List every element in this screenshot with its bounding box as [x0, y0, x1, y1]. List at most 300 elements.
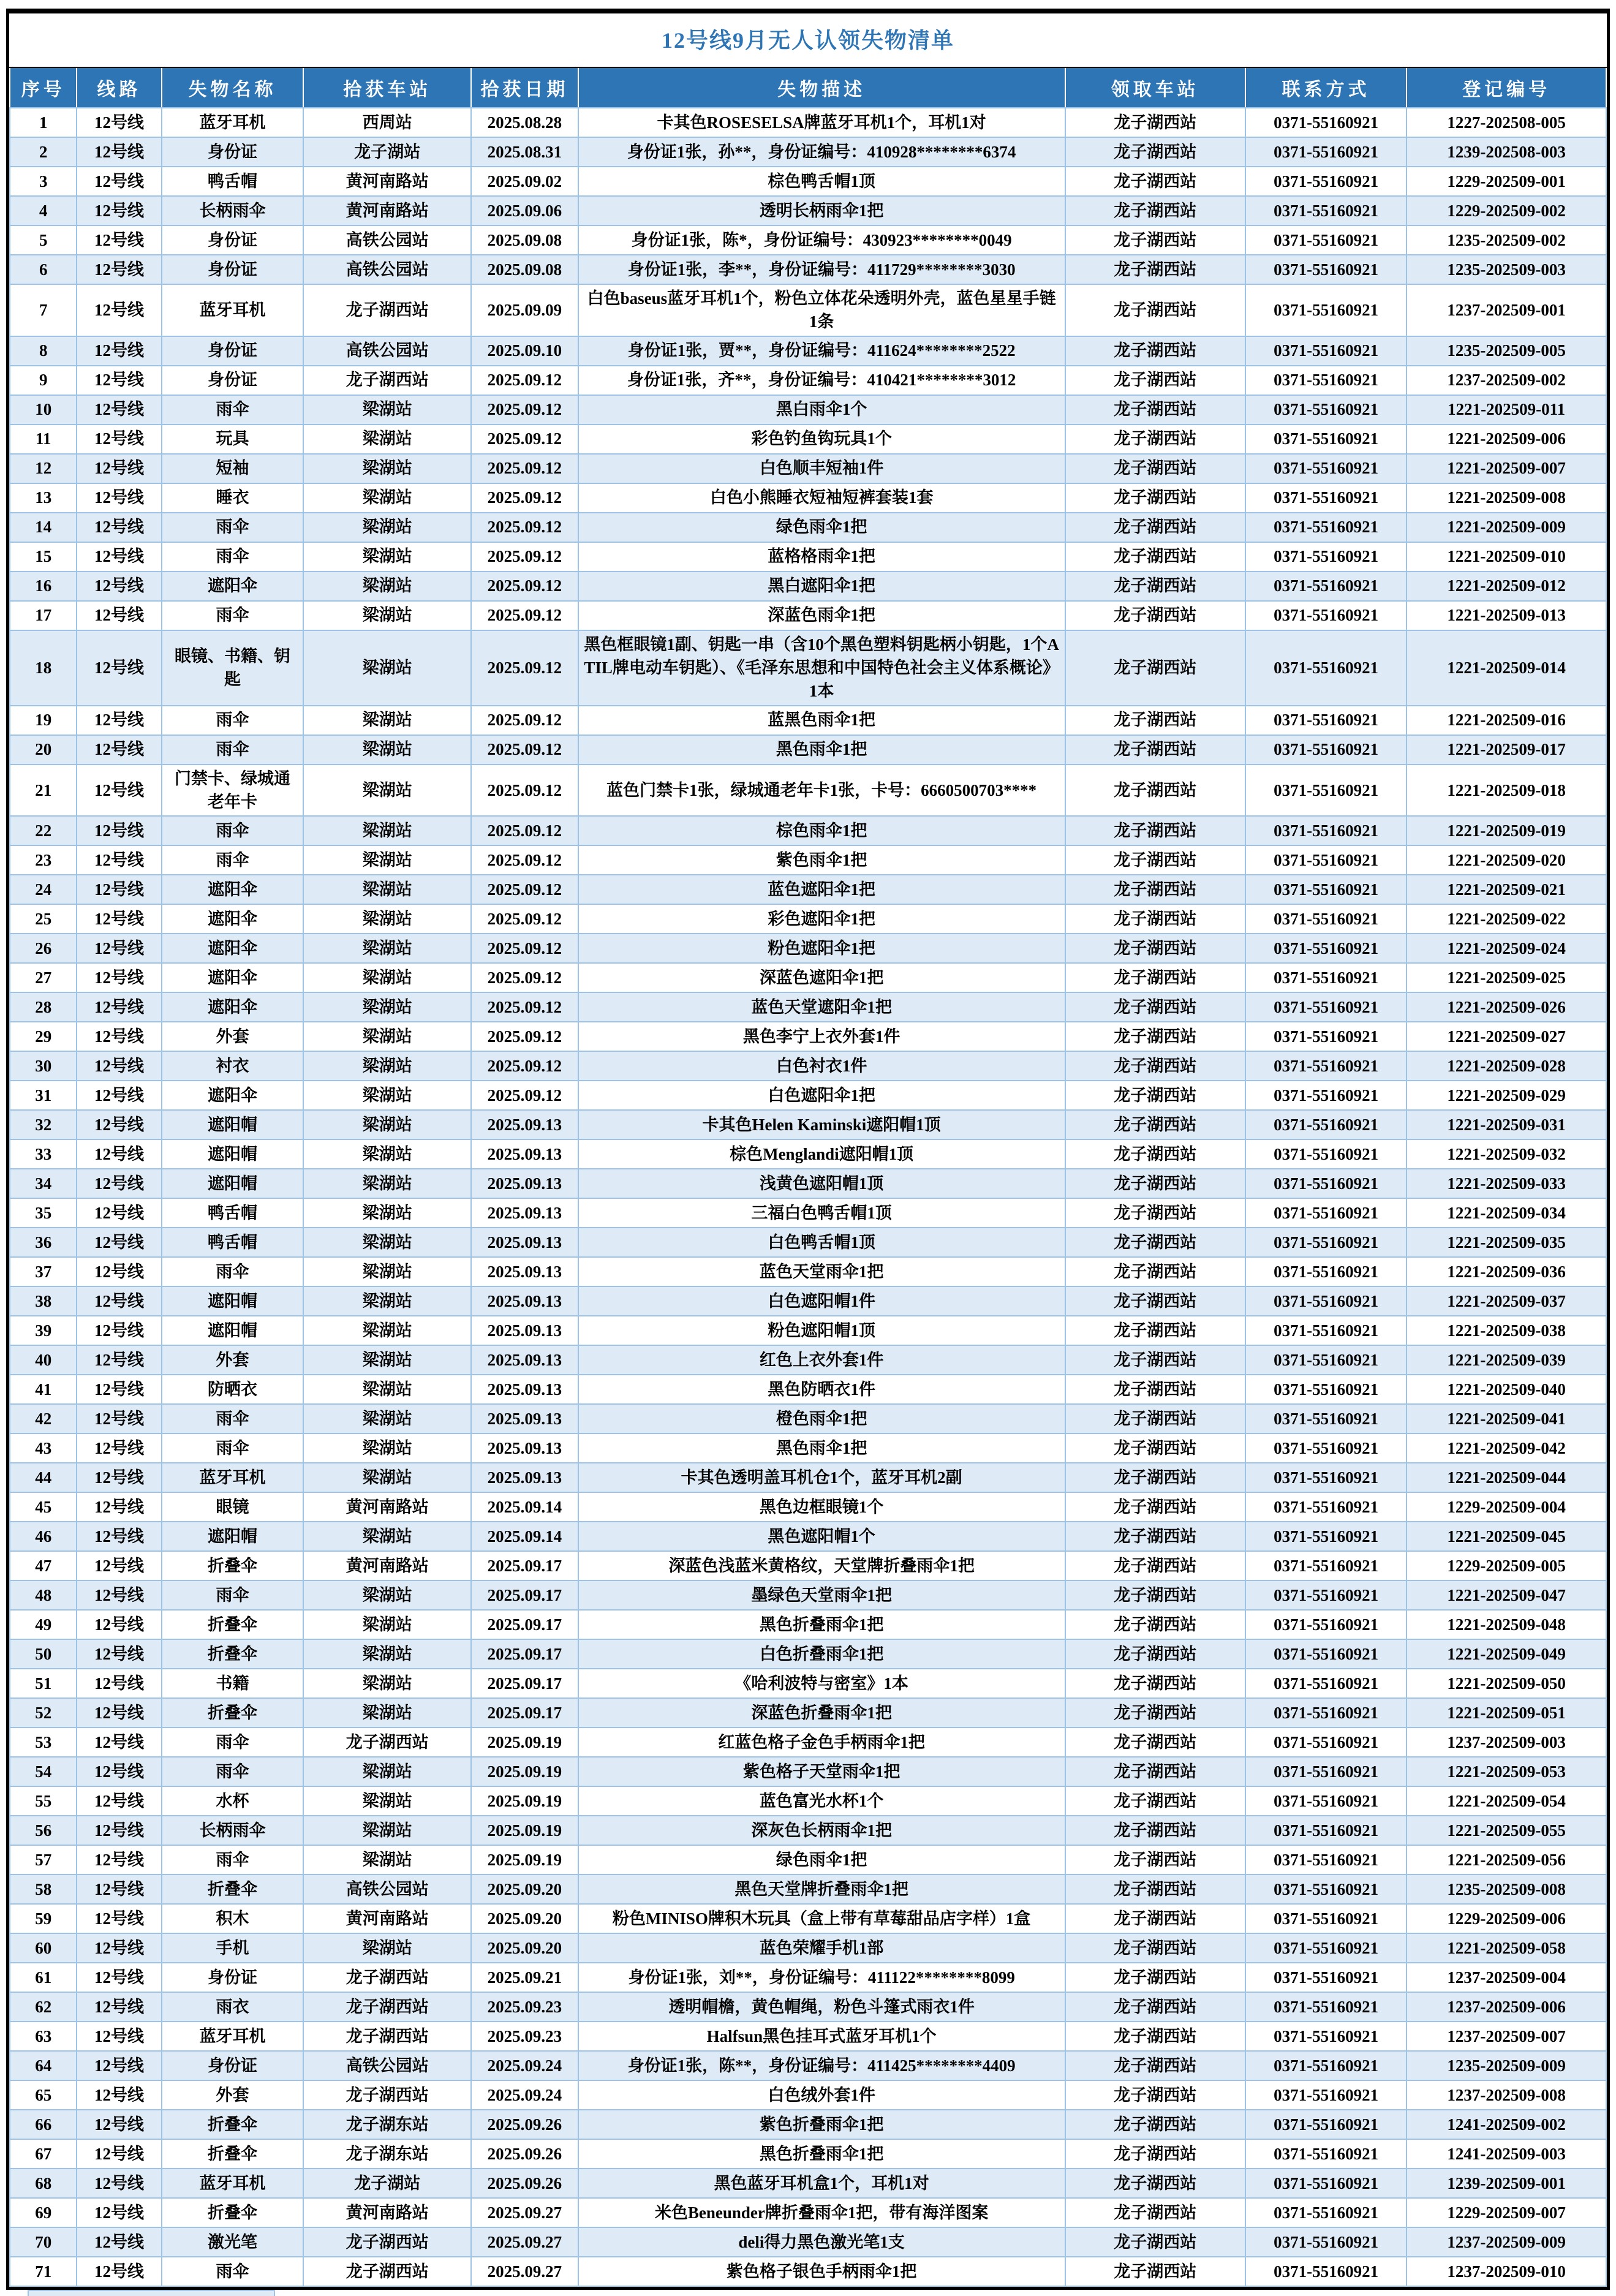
line-cell: 12号线: [77, 706, 161, 735]
item-name-cell: 身份证: [162, 255, 304, 284]
registration-no-cell: 1235-202509-002: [1406, 225, 1606, 255]
found-station-cell: 高铁公园站: [303, 336, 471, 366]
contact-phone-cell: 0371-55160921: [1245, 542, 1406, 572]
line-cell: 12号线: [77, 1992, 161, 2022]
found-date-cell: 2025.09.13: [471, 1463, 578, 1492]
description-cell: 紫色格子天堂雨伞1把: [578, 1757, 1065, 1786]
item-name-cell: 蓝牙耳机: [162, 108, 304, 137]
item-name-cell: 积木: [162, 1904, 304, 1933]
serial-cell: 70: [10, 2227, 77, 2257]
line-cell: 12号线: [77, 630, 161, 706]
contact-phone-cell: 0371-55160921: [1245, 1992, 1406, 2022]
registration-no-cell: 1237-202509-003: [1406, 1728, 1606, 1757]
registration-no-cell: 1229-202509-006: [1406, 1904, 1606, 1933]
table-row: [10, 2080, 1606, 2110]
found-station-cell: 龙子湖站: [303, 2169, 471, 2198]
pickup-station-cell: 龙子湖西站: [1065, 284, 1245, 336]
serial-cell: 34: [10, 1169, 77, 1198]
registration-no-cell: 1221-202509-033: [1406, 1169, 1606, 1198]
pickup-station-cell: 龙子湖西站: [1065, 225, 1245, 255]
found-date-cell: 2025.09.17: [471, 1580, 578, 1610]
pickup-station-cell: 龙子湖西站: [1065, 513, 1245, 542]
serial-cell: 14: [10, 513, 77, 542]
description-cell: 黑色雨伞1把: [578, 1433, 1065, 1463]
found-station-cell: 梁湖站: [303, 1286, 471, 1316]
registration-no-cell: 1221-202509-032: [1406, 1139, 1606, 1169]
contact-phone-cell: 0371-55160921: [1245, 1286, 1406, 1316]
registration-no-cell: 1229-202509-007: [1406, 2198, 1606, 2227]
found-date-cell: 2025.09.12: [471, 934, 578, 963]
table-row: [10, 1022, 1606, 1051]
item-name-cell: 雨伞: [162, 1728, 304, 1757]
found-station-cell: 梁湖站: [303, 1139, 471, 1169]
registration-no-cell: 1221-202509-018: [1406, 765, 1606, 817]
found-date-cell: 2025.09.12: [471, 1051, 578, 1081]
line-cell: 12号线: [77, 1757, 161, 1786]
serial-cell: 28: [10, 992, 77, 1022]
table-row: [10, 1757, 1606, 1786]
found-station-cell: 梁湖站: [303, 904, 471, 934]
contact-phone-cell: 0371-55160921: [1245, 1757, 1406, 1786]
registration-no-cell: 1221-202509-017: [1406, 735, 1606, 765]
table-row: [10, 454, 1606, 483]
description-cell: 身份证1张，孙**，身份证编号：410928********6374: [578, 137, 1065, 167]
table-row: [10, 1669, 1606, 1698]
column-header-registration-no-cell: 登记编号: [1406, 68, 1606, 108]
serial-cell: 33: [10, 1139, 77, 1169]
table-row: [10, 1875, 1606, 1904]
found-date-cell: 2025.09.13: [471, 1375, 578, 1404]
pickup-station-cell: 龙子湖西站: [1065, 1257, 1245, 1286]
found-station-cell: 梁湖站: [303, 1345, 471, 1375]
pickup-station-cell: 龙子湖西站: [1065, 395, 1245, 425]
line-cell: 12号线: [77, 1257, 161, 1286]
found-date-cell: 2025.09.13: [471, 1228, 578, 1257]
description-cell: 棕色雨伞1把: [578, 816, 1065, 845]
found-date-cell: 2025.09.26: [471, 2110, 578, 2139]
found-station-cell: 梁湖站: [303, 1228, 471, 1257]
found-station-cell: 梁湖站: [303, 816, 471, 845]
pickup-station-cell: 龙子湖西站: [1065, 992, 1245, 1022]
line-cell: 12号线: [77, 1933, 161, 1963]
registration-no-cell: 1237-202509-006: [1406, 1992, 1606, 2022]
serial-cell: 23: [10, 845, 77, 875]
line-cell: 12号线: [77, 1139, 161, 1169]
table-row: [10, 395, 1606, 425]
table-row: [10, 483, 1606, 513]
item-name-cell: 身份证: [162, 2051, 304, 2080]
item-name-cell: 外套: [162, 1022, 304, 1051]
serial-cell: 51: [10, 1669, 77, 1698]
found-date-cell: 2025.09.13: [471, 1404, 578, 1433]
line-cell: 12号线: [77, 1051, 161, 1081]
table-row: [10, 2198, 1606, 2227]
registration-no-cell: 1221-202509-016: [1406, 706, 1606, 735]
line-cell: 12号线: [77, 963, 161, 992]
pickup-station-cell: 龙子湖西站: [1065, 1580, 1245, 1610]
found-station-cell: 梁湖站: [303, 542, 471, 572]
found-station-cell: 龙子湖东站: [303, 2110, 471, 2139]
contact-phone-cell: 0371-55160921: [1245, 1904, 1406, 1933]
item-name-cell: 折叠伞: [162, 1551, 304, 1580]
contact-phone-cell: 0371-55160921: [1245, 992, 1406, 1022]
registration-no-cell: 1227-202508-005: [1406, 108, 1606, 137]
contact-phone-cell: 0371-55160921: [1245, 1463, 1406, 1492]
pickup-station-cell: 龙子湖西站: [1065, 1757, 1245, 1786]
found-date-cell: 2025.09.12: [471, 601, 578, 630]
contact-phone-cell: 0371-55160921: [1245, 137, 1406, 167]
contact-phone-cell: 0371-55160921: [1245, 284, 1406, 336]
found-station-cell: 梁湖站: [303, 1404, 471, 1433]
serial-cell: 5: [10, 225, 77, 255]
registration-no-cell: 1221-202509-024: [1406, 934, 1606, 963]
line-cell: 12号线: [77, 2169, 161, 2198]
found-date-cell: 2025.09.13: [471, 1433, 578, 1463]
description-cell: 白色绒外套1件: [578, 2080, 1065, 2110]
found-station-cell: 梁湖站: [303, 1669, 471, 1698]
description-cell: 红蓝色格子金色手柄雨伞1把: [578, 1728, 1065, 1757]
table-row: [10, 1492, 1606, 1522]
found-date-cell: 2025.09.08: [471, 255, 578, 284]
line-cell: 12号线: [77, 1698, 161, 1728]
pickup-station-cell: 龙子湖西站: [1065, 630, 1245, 706]
pickup-station-cell: 龙子湖西站: [1065, 336, 1245, 366]
contact-phone-cell: 0371-55160921: [1245, 2139, 1406, 2169]
pickup-station-cell: 龙子湖西站: [1065, 1845, 1245, 1875]
found-station-cell: 梁湖站: [303, 1580, 471, 1610]
table-row: [10, 2051, 1606, 2080]
contact-phone-cell: 0371-55160921: [1245, 765, 1406, 817]
serial-cell: 61: [10, 1963, 77, 1992]
found-station-cell: 梁湖站: [303, 963, 471, 992]
description-cell: 粉色MINISO牌积木玩具（盒上带有草莓甜品店字样）1盒: [578, 1904, 1065, 1933]
found-date-cell: 2025.09.13: [471, 1345, 578, 1375]
description-cell: 红色上衣外套1件: [578, 1345, 1065, 1375]
description-cell: 身份证1张，陈**，身份证编号：411425********4409: [578, 2051, 1065, 2080]
found-station-cell: 梁湖站: [303, 425, 471, 454]
table-row: [10, 1375, 1606, 1404]
description-cell: 蓝色天堂雨伞1把: [578, 1257, 1065, 1286]
found-date-cell: 2025.09.08: [471, 225, 578, 255]
description-cell: 透明长柄雨伞1把: [578, 196, 1065, 225]
item-name-cell: 折叠伞: [162, 1610, 304, 1639]
description-cell: 身份证1张，李**，身份证编号：411729********3030: [578, 255, 1065, 284]
item-name-cell: 眼镜、书籍、钥匙: [162, 630, 304, 706]
pickup-station-cell: 龙子湖西站: [1065, 137, 1245, 167]
line-cell: 12号线: [77, 875, 161, 904]
item-name-cell: 激光笔: [162, 2227, 304, 2257]
serial-cell: 27: [10, 963, 77, 992]
description-cell: 黑色李宁上衣外套1件: [578, 1022, 1065, 1051]
description-cell: 粉色遮阳帽1顶: [578, 1316, 1065, 1345]
found-station-cell: 梁湖站: [303, 1198, 471, 1228]
item-name-cell: 折叠伞: [162, 1875, 304, 1904]
description-cell: 彩色钓鱼钩玩具1个: [578, 425, 1065, 454]
found-station-cell: 梁湖站: [303, 1757, 471, 1786]
pickup-station-cell: 龙子湖西站: [1065, 1551, 1245, 1580]
pickup-station-cell: 龙子湖西站: [1065, 1375, 1245, 1404]
line-cell: 12号线: [77, 1728, 161, 1757]
pickup-station-cell: 龙子湖西站: [1065, 1345, 1245, 1375]
pickup-station-cell: 龙子湖西站: [1065, 845, 1245, 875]
line-cell: 12号线: [77, 225, 161, 255]
contact-phone-cell: 0371-55160921: [1245, 845, 1406, 875]
description-cell: 深蓝色折叠雨伞1把: [578, 1698, 1065, 1728]
table-row: [10, 1639, 1606, 1669]
found-date-cell: 2025.09.13: [471, 1257, 578, 1286]
found-date-cell: 2025.09.13: [471, 1169, 578, 1198]
contact-phone-cell: 0371-55160921: [1245, 2227, 1406, 2257]
registration-no-cell: 1221-202509-042: [1406, 1433, 1606, 1463]
description-cell: 卡其色ROSESELSA牌蓝牙耳机1个，耳机1对: [578, 108, 1065, 137]
found-date-cell: 2025.09.17: [471, 1610, 578, 1639]
item-name-cell: 鸭舌帽: [162, 1198, 304, 1228]
line-cell: 12号线: [77, 2080, 161, 2110]
column-header-found-date-cell: 拾获日期: [471, 68, 578, 108]
found-date-cell: 2025.09.17: [471, 1698, 578, 1728]
found-station-cell: 龙子湖西站: [303, 2227, 471, 2257]
serial-cell: 54: [10, 1757, 77, 1786]
table-row: [10, 366, 1606, 395]
contact-phone-cell: 0371-55160921: [1245, 1728, 1406, 1757]
table-row: [10, 1433, 1606, 1463]
item-name-cell: 雨伞: [162, 1257, 304, 1286]
line-cell: 12号线: [77, 1492, 161, 1522]
serial-cell: 11: [10, 425, 77, 454]
found-date-cell: 2025.09.12: [471, 513, 578, 542]
found-date-cell: 2025.09.02: [471, 167, 578, 196]
registration-no-cell: 1221-202509-026: [1406, 992, 1606, 1022]
table-row: [10, 1286, 1606, 1316]
found-date-cell: 2025.09.19: [471, 1728, 578, 1757]
registration-no-cell: 1235-202509-008: [1406, 1875, 1606, 1904]
serial-cell: 2: [10, 137, 77, 167]
pickup-station-cell: 龙子湖西站: [1065, 1198, 1245, 1228]
line-cell: 12号线: [77, 454, 161, 483]
found-station-cell: 龙子湖西站: [303, 1728, 471, 1757]
contact-phone-cell: 0371-55160921: [1245, 735, 1406, 765]
serial-cell: 45: [10, 1492, 77, 1522]
contact-phone-cell: 0371-55160921: [1245, 1081, 1406, 1110]
pickup-station-cell: 龙子湖西站: [1065, 1110, 1245, 1139]
contact-phone-cell: 0371-55160921: [1245, 2198, 1406, 2227]
serial-cell: 44: [10, 1463, 77, 1492]
serial-cell: 36: [10, 1228, 77, 1257]
pickup-station-cell: 龙子湖西站: [1065, 1316, 1245, 1345]
serial-cell: 37: [10, 1257, 77, 1286]
serial-cell: 30: [10, 1051, 77, 1081]
registration-no-cell: 1229-202509-001: [1406, 167, 1606, 196]
registration-no-cell: 1221-202509-007: [1406, 454, 1606, 483]
found-station-cell: 梁湖站: [303, 454, 471, 483]
found-station-cell: 梁湖站: [303, 630, 471, 706]
found-date-cell: 2025.09.20: [471, 1875, 578, 1904]
table-row: [10, 735, 1606, 765]
contact-phone-cell: 0371-55160921: [1245, 630, 1406, 706]
serial-cell: 21: [10, 765, 77, 817]
pickup-station-cell: 龙子湖西站: [1065, 1728, 1245, 1757]
item-name-cell: 雨伞: [162, 816, 304, 845]
contact-phone-cell: 0371-55160921: [1245, 706, 1406, 735]
found-date-cell: 2025.09.27: [471, 2227, 578, 2257]
found-date-cell: 2025.09.12: [471, 706, 578, 735]
registration-no-cell: 1221-202509-028: [1406, 1051, 1606, 1081]
item-name-cell: 遮阳伞: [162, 572, 304, 601]
column-header-pickup-station-cell: 领取车站: [1065, 68, 1245, 108]
line-cell: 12号线: [77, 1110, 161, 1139]
line-cell: 12号线: [77, 1169, 161, 1198]
pickup-station-cell: 龙子湖西站: [1065, 1992, 1245, 2022]
pickup-station-cell: 龙子湖西站: [1065, 1433, 1245, 1463]
found-station-cell: 梁湖站: [303, 1522, 471, 1551]
pickup-station-cell: 龙子湖西站: [1065, 1816, 1245, 1845]
description-cell: 深蓝色遮阳伞1把: [578, 963, 1065, 992]
found-date-cell: 2025.09.06: [471, 196, 578, 225]
description-cell: 米色Beneunder牌折叠雨伞1把，带有海洋图案: [578, 2198, 1065, 2227]
registration-no-cell: 1221-202509-019: [1406, 816, 1606, 845]
description-cell: 黑白遮阳伞1把: [578, 572, 1065, 601]
registration-no-cell: 1237-202509-001: [1406, 284, 1606, 336]
item-name-cell: 短袖: [162, 454, 304, 483]
found-station-cell: 黄河南路站: [303, 2198, 471, 2227]
serial-cell: 26: [10, 934, 77, 963]
line-cell: 12号线: [77, 2110, 161, 2139]
line-cell: 12号线: [77, 1228, 161, 1257]
contact-phone-cell: 0371-55160921: [1245, 366, 1406, 395]
table-row: [10, 2257, 1606, 2286]
description-cell: 蓝色富光水杯1个: [578, 1786, 1065, 1816]
item-name-cell: 防晒衣: [162, 1375, 304, 1404]
contact-phone-cell: 0371-55160921: [1245, 1963, 1406, 1992]
contact-phone-cell: 0371-55160921: [1245, 1580, 1406, 1610]
registration-no-cell: 1221-202509-054: [1406, 1786, 1606, 1816]
found-station-cell: 高铁公园站: [303, 1875, 471, 1904]
table-row: [10, 992, 1606, 1022]
table-row: [10, 336, 1606, 366]
found-date-cell: 2025.09.13: [471, 1286, 578, 1316]
table-row: [10, 137, 1606, 167]
pickup-station-cell: 龙子湖西站: [1065, 2257, 1245, 2286]
pickup-station-cell: 龙子湖西站: [1065, 601, 1245, 630]
serial-cell: 53: [10, 1728, 77, 1757]
line-cell: 12号线: [77, 196, 161, 225]
item-name-cell: 遮阳帽: [162, 1316, 304, 1345]
line-cell: 12号线: [77, 845, 161, 875]
found-date-cell: 2025.09.27: [471, 2257, 578, 2286]
table-row: [10, 167, 1606, 196]
line-cell: 12号线: [77, 108, 161, 137]
found-date-cell: 2025.09.12: [471, 816, 578, 845]
found-date-cell: 2025.09.12: [471, 395, 578, 425]
description-cell: 橙色雨伞1把: [578, 1404, 1065, 1433]
description-cell: 白色顺丰短袖1件: [578, 454, 1065, 483]
line-cell: 12号线: [77, 601, 161, 630]
found-station-cell: 高铁公园站: [303, 2051, 471, 2080]
serial-cell: 52: [10, 1698, 77, 1728]
found-date-cell: 2025.09.27: [471, 2198, 578, 2227]
line-cell: 12号线: [77, 2198, 161, 2227]
item-name-cell: 身份证: [162, 1963, 304, 1992]
registration-no-cell: 1237-202509-002: [1406, 366, 1606, 395]
found-date-cell: 2025.09.17: [471, 1551, 578, 1580]
contact-phone-cell: 0371-55160921: [1245, 1669, 1406, 1698]
item-name-cell: 雨伞: [162, 2257, 304, 2286]
registration-no-cell: 1221-202509-013: [1406, 601, 1606, 630]
next-row-fragment: [28, 2290, 275, 2296]
line-cell: 12号线: [77, 2051, 161, 2080]
found-date-cell: 2025.09.12: [471, 366, 578, 395]
pickup-station-cell: 龙子湖西站: [1065, 196, 1245, 225]
contact-phone-cell: 0371-55160921: [1245, 425, 1406, 454]
table-row: [10, 1198, 1606, 1228]
pickup-station-cell: 龙子湖西站: [1065, 2022, 1245, 2051]
pickup-station-cell: 龙子湖西站: [1065, 1786, 1245, 1816]
table-row: [10, 196, 1606, 225]
found-station-cell: 黄河南路站: [303, 1492, 471, 1522]
registration-no-cell: 1221-202509-011: [1406, 395, 1606, 425]
description-cell: 棕色Menglandi遮阳帽1顶: [578, 1139, 1065, 1169]
contact-phone-cell: 0371-55160921: [1245, 1022, 1406, 1051]
found-station-cell: 梁湖站: [303, 1110, 471, 1139]
table-row: [10, 1551, 1606, 1580]
found-date-cell: 2025.09.26: [471, 2139, 578, 2169]
registration-no-cell: 1221-202509-051: [1406, 1698, 1606, 1728]
pickup-station-cell: 龙子湖西站: [1065, 1051, 1245, 1081]
serial-cell: 16: [10, 572, 77, 601]
line-cell: 12号线: [77, 1316, 161, 1345]
registration-no-cell: 1229-202509-005: [1406, 1551, 1606, 1580]
line-cell: 12号线: [77, 1610, 161, 1639]
found-station-cell: 龙子湖西站: [303, 2022, 471, 2051]
pickup-station-cell: 龙子湖西站: [1065, 765, 1245, 817]
contact-phone-cell: 0371-55160921: [1245, 601, 1406, 630]
table-row: [10, 572, 1606, 601]
found-date-cell: 2025.09.19: [471, 1816, 578, 1845]
serial-cell: 57: [10, 1845, 77, 1875]
description-cell: 白色遮阳伞1把: [578, 1081, 1065, 1110]
contact-phone-cell: 0371-55160921: [1245, 167, 1406, 196]
found-date-cell: 2025.09.24: [471, 2080, 578, 2110]
serial-cell: 22: [10, 816, 77, 845]
registration-no-cell: 1221-202509-056: [1406, 1845, 1606, 1875]
table-row: [10, 1933, 1606, 1963]
column-header-description-cell: 失物描述: [578, 68, 1065, 108]
description-cell: 深蓝色雨伞1把: [578, 601, 1065, 630]
registration-no-cell: 1221-202509-037: [1406, 1286, 1606, 1316]
found-station-cell: 龙子湖西站: [303, 2257, 471, 2286]
found-date-cell: 2025.09.13: [471, 1198, 578, 1228]
contact-phone-cell: 0371-55160921: [1245, 483, 1406, 513]
item-name-cell: 身份证: [162, 225, 304, 255]
item-name-cell: 雨衣: [162, 1992, 304, 2022]
table-row: [10, 1786, 1606, 1816]
serial-cell: 31: [10, 1081, 77, 1110]
line-cell: 12号线: [77, 2022, 161, 2051]
contact-phone-cell: 0371-55160921: [1245, 904, 1406, 934]
contact-phone-cell: 0371-55160921: [1245, 1051, 1406, 1081]
found-date-cell: 2025.09.12: [471, 630, 578, 706]
line-cell: 12号线: [77, 1081, 161, 1110]
contact-phone-cell: 0371-55160921: [1245, 1169, 1406, 1198]
registration-no-cell: 1229-202509-002: [1406, 196, 1606, 225]
found-date-cell: 2025.09.09: [471, 284, 578, 336]
item-name-cell: 雨伞: [162, 1404, 304, 1433]
found-date-cell: 2025.09.10: [471, 336, 578, 366]
registration-no-cell: 1221-202509-009: [1406, 513, 1606, 542]
table-row: [10, 1169, 1606, 1198]
serial-cell: 7: [10, 284, 77, 336]
description-cell: deli得力黑色激光笔1支: [578, 2227, 1065, 2257]
